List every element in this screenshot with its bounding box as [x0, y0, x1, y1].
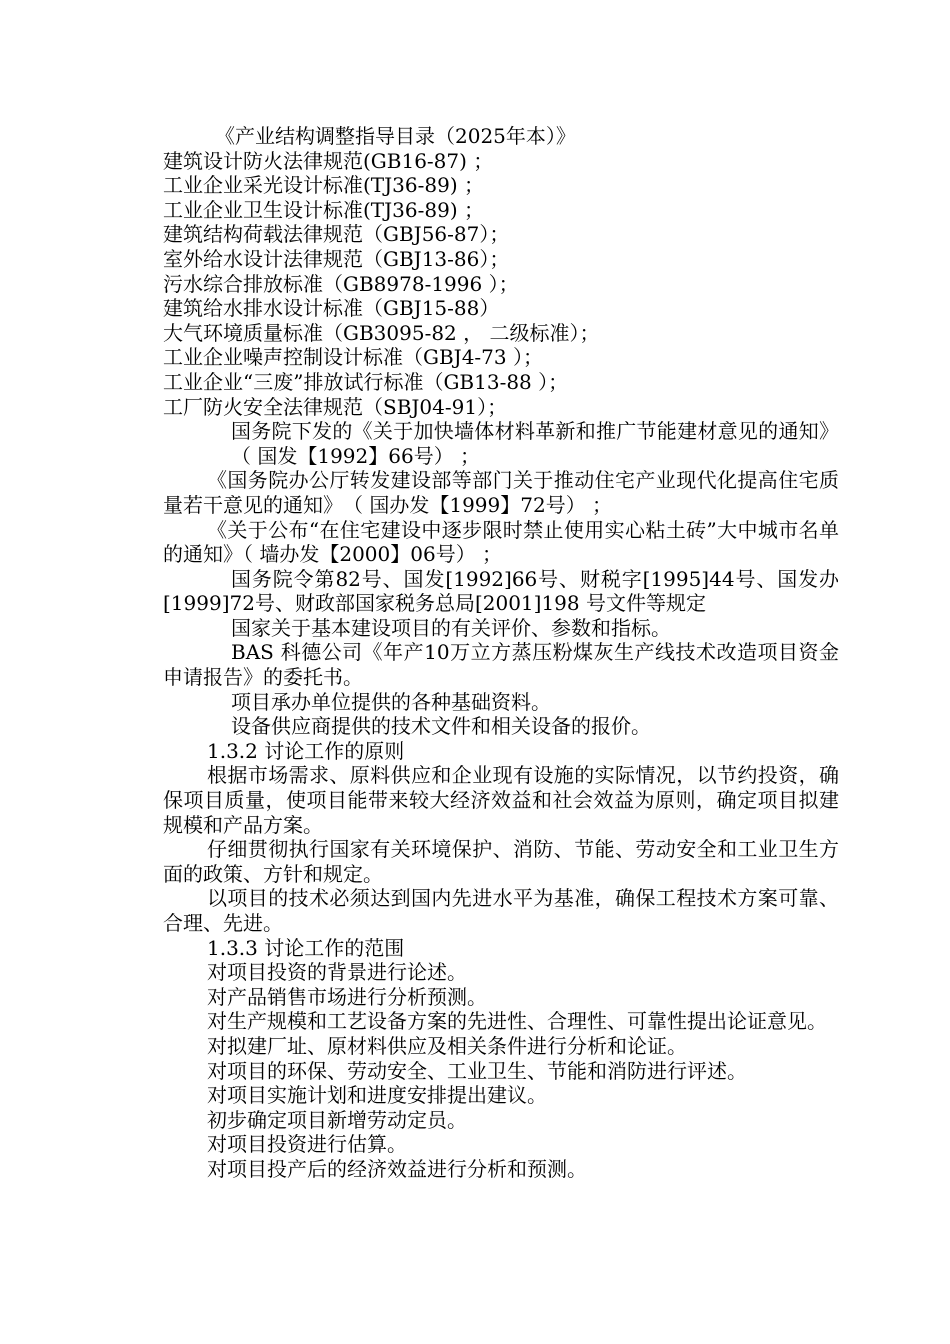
standard-line: 建筑设计防火法律规范(GB16-87) ；: [163, 148, 494, 173]
scope-item: 对项目投产后的经济效益进行分析和预测。: [207, 1156, 587, 1181]
body-paragraph: 以项目的技术必须达到国内先进水平为基准，确保工程技术方案可靠、合理、先进。: [163, 886, 839, 935]
policy-paragraph: 《国务院办公厅转发建设部等部门关于推动住宅产业现代化提高住宅质量若干意见的通知》 （ 国办发【1999】72号） ；: [163, 468, 839, 517]
scope-item: 对项目投资的背景进行论述。: [207, 960, 467, 985]
policy-paragraph: 项目承办单位提供的各种基础资料。: [231, 689, 551, 714]
document-body: [163, 124, 839, 1182]
scope-item: 对项目的环保、劳动安全、工业卫生、节能和消防进行评述。: [207, 1058, 747, 1083]
standard-line: 工业企业采光设计标准(TJ36-89) ；: [163, 173, 484, 198]
standard-line: 工业企业卫生设计标准(TJ36-89) ；: [163, 197, 484, 222]
scope-item: 初步确定项目新增劳动定员。: [207, 1107, 467, 1132]
standard-line: 工业企业“三废”排放试行标准（GB13-88 ）；: [163, 369, 569, 394]
scope-item: 对拟建厂址、原材料供应及相关条件进行分析和论证。: [207, 1033, 687, 1058]
policy-paragraph: 《关于公布“在住宅建设中逐步限时禁止使用实心粘土砖”大中城市名单的通知》（ 墙办发【2000】06号） ；: [163, 517, 839, 567]
scope-item: 对项目实施计划和进度安排提出建议。: [207, 1083, 547, 1108]
standard-line: 建筑结构荷载法律规范（GBJ56-87）；: [163, 222, 510, 247]
scope-item: 对项目投资进行估算。: [207, 1132, 407, 1157]
standard-line: 大气环境质量标准（GB3095-82 ， 二级标准）；: [163, 320, 600, 345]
policy-paragraph: 国务院下发的《关于加快墙体材料革新和推广节能建材意见的通知》（ 国发【1992】66号） ；: [231, 419, 839, 468]
body-paragraph: 仔细贯彻执行国家有关环境保护、消防、节能、劳动安全和工业卫生方面的政策、方针和规定。: [163, 837, 839, 886]
body-paragraph: 根据市场需求、原料供应和企业现有设施的实际情况，以节约投资，确保项目质量，使项目能带来较大经济效益和社会效益为原则，确定项目拟建规模和产品方案。: [163, 763, 839, 837]
section-heading: 1.3.2 讨论工作的原则: [207, 738, 405, 763]
policy-paragraph: 国务院令第82号、国发[1992]66号、财税字[1995]44号、国发办[1999]72号、财政部国家税务总局[2001]198 号文件等规定: [163, 566, 839, 616]
catalog-title-line: 《产业结构调整指导目录（2025年本）》: [215, 124, 576, 148]
standard-line: 室外给水设计法律规范（GBJ13-86）；: [163, 246, 510, 271]
policy-paragraph: 国家关于基本建设项目的有关评价、参数和指标。: [231, 615, 671, 640]
section-heading: 1.3.3 讨论工作的范围: [207, 935, 405, 960]
standard-line: 建筑给水排水设计标准（GBJ15-88）: [163, 296, 500, 321]
policy-paragraph: BAS 科德公司《年产10万立方蒸压粉煤灰生产线技术改造项目资金申请报告》的委托书。: [163, 640, 839, 690]
scope-item: 对产品销售市场进行分析预测。: [207, 984, 487, 1009]
standard-line: 工厂防火安全法律规范（SBJ04-91）；: [163, 394, 508, 419]
standard-line: 污水综合排放标准（GB8978-1996 ）；: [163, 271, 519, 296]
policy-paragraph: 设备供应商提供的技术文件和相关设备的报价。: [231, 714, 651, 739]
standard-line: 工业企业噪声控制设计标准（GBJ4-73 ）；: [163, 345, 543, 370]
scope-item: 对生产规模和工艺设备方案的先进性、合理性、可靠性提出论证意见。: [207, 1009, 827, 1034]
